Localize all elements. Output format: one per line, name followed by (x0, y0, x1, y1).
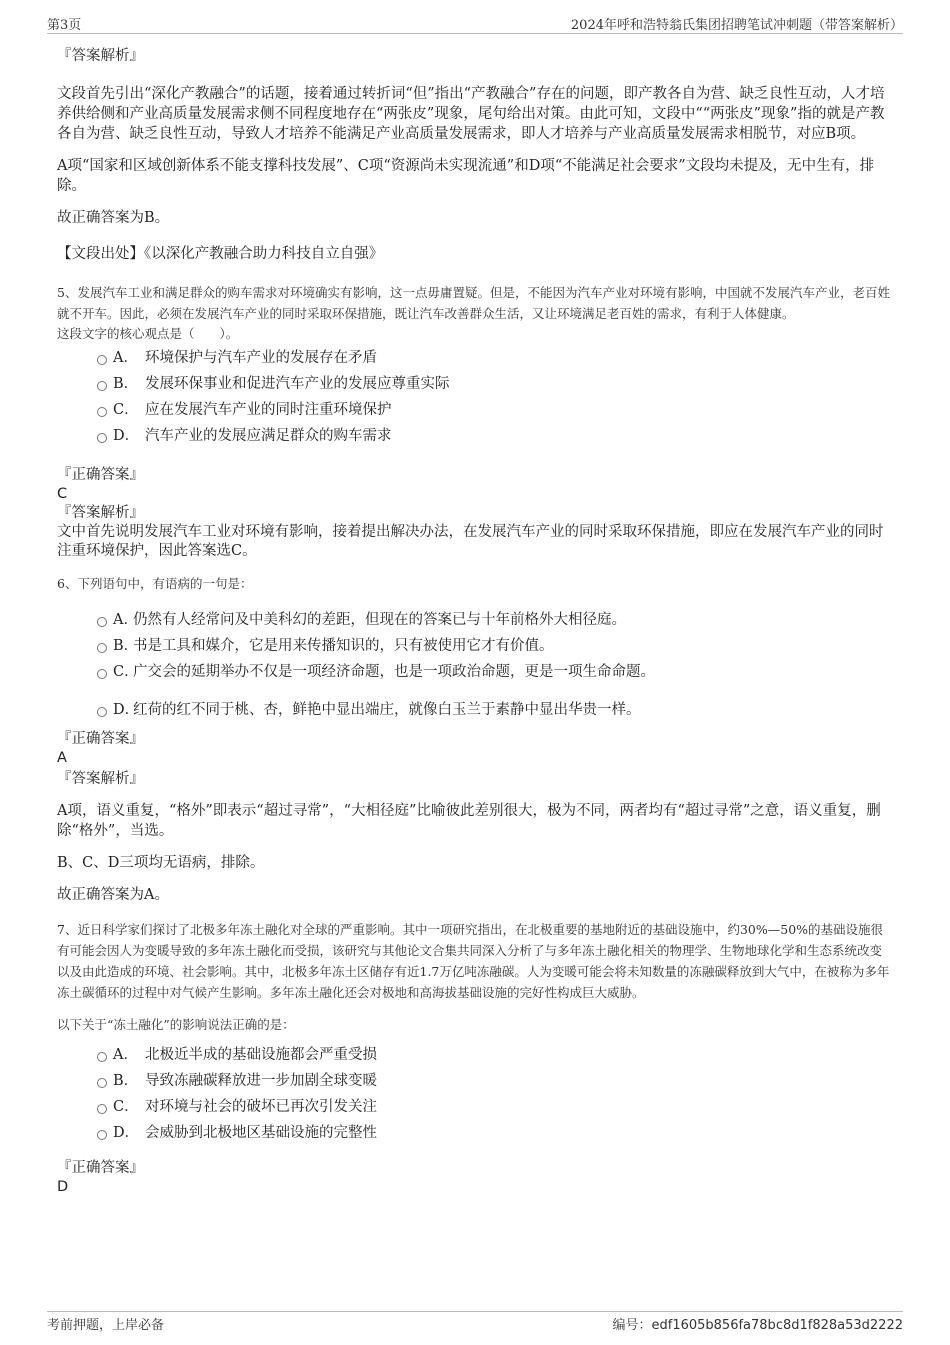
option-b[interactable] (57, 374, 890, 400)
radio-icon[interactable] (97, 433, 107, 443)
footer-slogan: 考前押题，上岸必备 (47, 1318, 165, 1333)
analysis-conclusion: 故正确答案为B。 (57, 210, 170, 226)
option-c[interactable] (57, 662, 890, 688)
analysis-paragraph: 文中首先说明发展汽车工业对环境有影响，接着提出解决办法，在发展汽车产业的同时采取环保措施，即应在发展汽车产业的同时注重环境保护，因此答案选C。 (57, 524, 884, 559)
option-key: D． (113, 1125, 140, 1141)
question-stem: 6、下列语句中，有语病的一句是： (57, 576, 253, 591)
option-key: C． (113, 664, 139, 680)
option-list (57, 1045, 890, 1149)
analysis-paragraph: A项“国家和区域创新体系不能支撑科技发展”、C项“资源尚未实现流通”和D项“不能满足社会要求”文段均未提及，无中生有，排除。 (57, 158, 875, 194)
option-a[interactable] (57, 348, 890, 374)
option-d[interactable] (57, 426, 890, 452)
option-d[interactable] (57, 1123, 890, 1149)
analysis-label: 『答案解析』 (57, 505, 144, 521)
analysis-label: 『答案解析』 (57, 48, 144, 64)
option-text: 书是工具和媒介，它是用来传播知识的，只有被使用它才有价值。 (133, 638, 554, 654)
radio-icon[interactable] (97, 1052, 107, 1062)
page-header (47, 14, 903, 32)
radio-icon[interactable] (97, 407, 107, 417)
analysis-paragraph: B、C、D三项均无语病，排除。 (57, 855, 265, 871)
option-key: B． (113, 1073, 139, 1089)
option-text: 环境保护与汽车产业的发展存在矛盾 (145, 350, 377, 366)
document-code (612, 1314, 903, 1333)
option-key: A． (113, 350, 138, 366)
option-key: D． (113, 428, 140, 444)
option-text: 广交会的延期举办不仅是一项经济命题，也是一项政治命题，更是一项生命命题。 (133, 664, 655, 680)
analysis-paragraph: 文段首先引出“深化产教融合”的话题，接着通过转折词“但”指出“产教融合”存在的问题，即产教各自为营、缺乏良性互动，人才培养供给侧和产业高质量发展需求侧不同程度地存在“两张皮”现象，尾句给出对策。由此可知，文段中““两张皮”现象”指的就是产教各自为营、缺乏良性互动，导致人才培养不能满足产业高质量发展需求，即人才培养与产业高质量发展需求相脱节，对应B项。 (57, 86, 885, 142)
option-text: 应在发展汽车产业的同时注重环境保护 (145, 402, 392, 418)
page-number: 第3页 (47, 18, 82, 33)
question-prompt: 这段文字的核心观点是（ ）。 (57, 326, 239, 341)
option-key: D． (113, 702, 140, 718)
question-stem: 7、近日科学家们探讨了北极多年冻土融化对全球的严重影响。其中一项研究指出，在北极重要的基地附近的基础设施中，约30%—50%的基础设施很有可能会因人为变暖导致的多年冻土融化而受损，该研究与其他论文合集共同深入分析了与多年冻土融化相关的物理学、生物地球化学和生态系统改变以及由此造成的环境、社会影响。其中，北极多年冻土区储存有近1.7万亿吨冻融碳。人为变暖可能会将未知数量的冻融碳释放到大气中，在被称为多年冻土碳循环的过程中对气候产生影响。多年冻土融化还会对极地和高海拔基础设施的完好性构成巨大威胁。 (57, 922, 890, 1000)
analysis-paragraph: A项，语义重复，“格外”即表示“超过寻常”，“大相径庭”比喻彼此差别很大，极为不同，两者均有“超过寻常”之意，语义重复，删除“格外”，当选。 (57, 803, 881, 839)
option-c[interactable] (57, 400, 890, 426)
option-key: B． (113, 638, 139, 654)
option-text: 汽车产业的发展应满足群众的购车需求 (145, 428, 392, 444)
radio-icon[interactable] (97, 381, 107, 391)
option-key: C． (113, 402, 139, 418)
option-list (57, 348, 890, 452)
option-text: 发展环保事业和促进汽车产业的发展应尊重实际 (145, 376, 450, 392)
radio-icon[interactable] (97, 707, 107, 717)
analysis-conclusion: 故正确答案为A。 (57, 887, 169, 903)
question-prompt: 以下关于“冻土融化”的影响说法正确的是： (57, 1017, 295, 1032)
option-text: 导致冻融碳释放进一步加剧全球变暖 (145, 1073, 377, 1089)
option-c[interactable] (57, 1097, 890, 1123)
radio-icon[interactable] (97, 1130, 107, 1140)
option-a[interactable] (57, 610, 890, 636)
page-content (57, 44, 890, 1197)
correct-answer-label: 『正确答案』 (57, 467, 144, 483)
analysis-label: 『答案解析』 (57, 771, 144, 787)
option-text: 红荷的红不同于桃、杏，鲜艳中显出端庄，就像白玉兰于素静中显出华贵一样。 (133, 702, 641, 718)
option-d[interactable] (57, 700, 890, 726)
source-citation: 【文段出处】《以深化产教融合助力科技自立自强》 (57, 246, 384, 262)
option-text: 对环境与社会的破坏已再次引发关注 (145, 1099, 377, 1115)
correct-answer-label: 『正确答案』 (57, 731, 144, 747)
option-list (57, 610, 890, 726)
radio-icon[interactable] (97, 1078, 107, 1088)
option-key: B． (113, 376, 139, 392)
radio-icon[interactable] (97, 355, 107, 365)
option-b[interactable] (57, 1071, 890, 1097)
option-text: 仍然有人经常问及中美科幻的差距，但现在的答案已与十年前格外大相径庭。 (133, 612, 626, 628)
option-a[interactable] (57, 1045, 890, 1071)
radio-icon[interactable] (97, 669, 107, 679)
option-key: A． (113, 612, 138, 628)
option-b[interactable] (57, 636, 890, 662)
option-key: A． (113, 1047, 138, 1063)
correct-answer: A (57, 750, 67, 766)
option-text: 会威胁到北极地区基础设施的完整性 (145, 1125, 377, 1141)
correct-answer: D (57, 1179, 69, 1195)
document-title: 2024年呼和浩特翁氏集团招聘笔试冲刺题（带答案解析） (570, 18, 903, 33)
correct-answer: C (57, 486, 68, 502)
question-stem: 5、发展汽车工业和满足群众的购车需求对环境确实有影响，这一点毋庸置疑。但是，不能因为汽车产业对环境有影响，中国就不发展汽车产业，老百姓就不开车。因此，必须在发展汽车产业的同时采取环保措施，既让汽车改善群众生活，又让环境满足老百姓的需求，有利于人体健康。 (57, 285, 890, 321)
code-value: edf1605b856fa78bc8d1f828a53d2222 (651, 1318, 903, 1333)
option-key: C． (113, 1099, 139, 1115)
radio-icon[interactable] (97, 1104, 107, 1114)
footer-rule (47, 1311, 903, 1312)
code-label: 编号： (612, 1318, 652, 1333)
radio-icon[interactable] (97, 643, 107, 653)
correct-answer-label: 『正确答案』 (57, 1160, 144, 1176)
option-text: 北极近半成的基础设施都会严重受损 (145, 1047, 377, 1063)
header-rule (47, 33, 903, 34)
radio-icon[interactable] (97, 617, 107, 627)
